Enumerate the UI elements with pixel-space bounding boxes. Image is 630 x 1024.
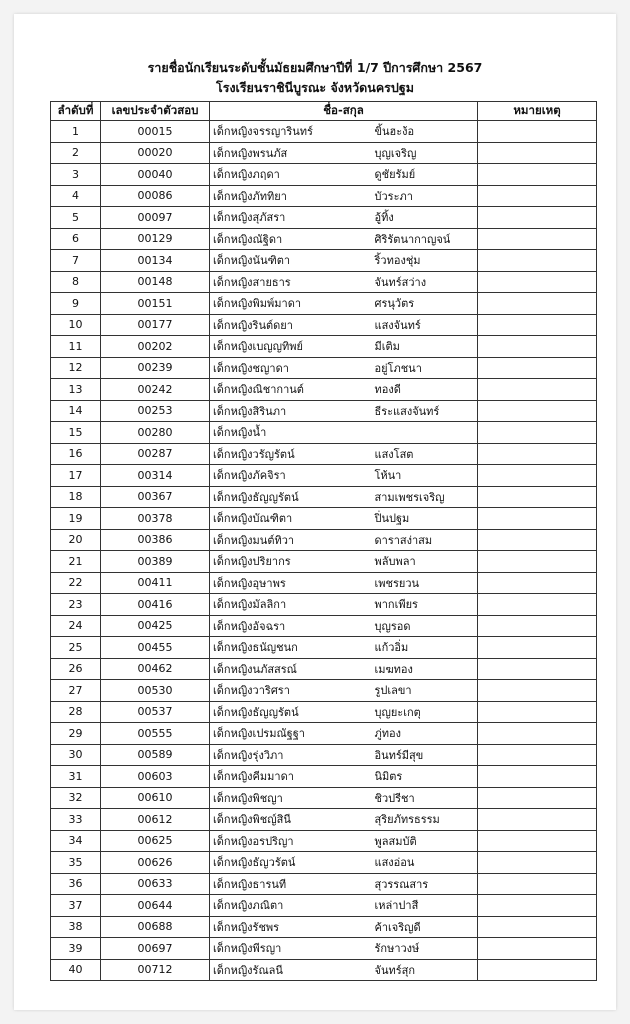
row-note [478, 142, 597, 164]
exam-id: 00314 [101, 465, 210, 487]
exam-id: 00280 [101, 422, 210, 444]
table-row [51, 443, 597, 465]
student-last-name: ทองดี [345, 379, 478, 401]
student-last-name: ชิวปรีชา [345, 787, 478, 809]
table-row [51, 938, 597, 960]
row-note [478, 293, 597, 315]
table-row [51, 809, 597, 831]
row-note [478, 959, 597, 981]
student-last-name: บุญยะเกตุ [345, 701, 478, 723]
student-first-name: เด็กหญิงบัณฑิตา [210, 508, 345, 530]
column-header-number: ลำดับที่ [51, 102, 101, 121]
row-note [478, 594, 597, 616]
table-row [51, 164, 597, 186]
row-note [478, 400, 597, 422]
student-first-name: เด็กหญิงวรัญรัตน์ [210, 443, 345, 465]
row-number: 9 [51, 293, 101, 315]
row-number: 12 [51, 357, 101, 379]
row-note [478, 873, 597, 895]
table-row [51, 959, 597, 981]
row-number: 31 [51, 766, 101, 788]
student-first-name: เด็กหญิงรัณลนี [210, 959, 345, 981]
student-first-name: เด็กหญิงสายธาร [210, 271, 345, 293]
row-number: 2 [51, 142, 101, 164]
row-note [478, 228, 597, 250]
table-row [51, 121, 597, 143]
row-number: 15 [51, 422, 101, 444]
row-note [478, 551, 597, 573]
student-last-name: อยู่โภชนา [345, 357, 478, 379]
row-note [478, 658, 597, 680]
table-row [51, 766, 597, 788]
student-first-name: เด็กหญิงภัททิยา [210, 185, 345, 207]
student-first-name: เด็กหญิงธัญญรัตน์ [210, 701, 345, 723]
row-number: 11 [51, 336, 101, 358]
row-number: 5 [51, 207, 101, 229]
row-note [478, 185, 597, 207]
student-last-name: อินทร์มีสุข [345, 744, 478, 766]
student-first-name: เด็กหญิงพิมพ์มาดา [210, 293, 345, 315]
table-row [51, 142, 597, 164]
exam-id: 00411 [101, 572, 210, 594]
row-number: 38 [51, 916, 101, 938]
exam-id: 00367 [101, 486, 210, 508]
table-row [51, 787, 597, 809]
table-row [51, 637, 597, 659]
row-note [478, 830, 597, 852]
table-row [51, 508, 597, 530]
student-first-name: เด็กหญิงวาริศรา [210, 680, 345, 702]
row-note [478, 744, 597, 766]
row-number: 22 [51, 572, 101, 594]
exam-id: 00134 [101, 250, 210, 272]
student-last-name: บัวระภา [345, 185, 478, 207]
exam-id: 00644 [101, 895, 210, 917]
row-note [478, 465, 597, 487]
row-note [478, 723, 597, 745]
table-row [51, 658, 597, 680]
student-last-name: รักษาวงษ์ [345, 938, 478, 960]
row-number: 24 [51, 615, 101, 637]
row-number: 16 [51, 443, 101, 465]
student-first-name: เด็กหญิงสุภัสรา [210, 207, 345, 229]
exam-id: 00287 [101, 443, 210, 465]
table-header-row [51, 102, 597, 121]
table-row [51, 379, 597, 401]
row-number: 18 [51, 486, 101, 508]
table-row [51, 336, 597, 358]
table-row [51, 422, 597, 444]
student-last-name: ปิ่นปฐม [345, 508, 478, 530]
exam-id: 00389 [101, 551, 210, 573]
student-last-name: แสงจันทร์ [345, 314, 478, 336]
row-number: 28 [51, 701, 101, 723]
student-first-name: เด็กหญิงรินต์ดยา [210, 314, 345, 336]
row-number: 35 [51, 852, 101, 874]
student-last-name: ดูชัยรัมย์ [345, 164, 478, 186]
exam-id: 00610 [101, 787, 210, 809]
row-note [478, 336, 597, 358]
row-note [478, 615, 597, 637]
row-number: 13 [51, 379, 101, 401]
table-row [51, 873, 597, 895]
row-number: 37 [51, 895, 101, 917]
student-last-name: อู้ทิ้ง [345, 207, 478, 229]
table-row [51, 400, 597, 422]
student-last-name [345, 422, 478, 444]
student-first-name: เด็กหญิงรุ่งวิภา [210, 744, 345, 766]
row-number: 36 [51, 873, 101, 895]
table-row [51, 293, 597, 315]
row-note [478, 508, 597, 530]
row-note [478, 207, 597, 229]
row-note [478, 766, 597, 788]
row-note [478, 314, 597, 336]
exam-id: 00425 [101, 615, 210, 637]
exam-id: 00416 [101, 594, 210, 616]
student-last-name: ศรนุวัตร [345, 293, 478, 315]
student-last-name: นิมิตร [345, 766, 478, 788]
student-first-name: เด็กหญิงภฤดา [210, 164, 345, 186]
student-first-name: เด็กหญิงมัลลิกา [210, 594, 345, 616]
exam-id: 00253 [101, 400, 210, 422]
exam-id: 00020 [101, 142, 210, 164]
row-note [478, 572, 597, 594]
row-note [478, 895, 597, 917]
student-last-name: ค้าเจริญดี [345, 916, 478, 938]
row-number: 14 [51, 400, 101, 422]
row-number: 32 [51, 787, 101, 809]
table-row [51, 551, 597, 573]
row-note [478, 379, 597, 401]
row-number: 23 [51, 594, 101, 616]
student-last-name: ริ้วทองชุ่ม [345, 250, 478, 272]
student-first-name: เด็กหญิงปริยากร [210, 551, 345, 573]
student-first-name: เด็กหญิงคีมมาดา [210, 766, 345, 788]
student-first-name: เด็กหญิงเบญญทิพย์ [210, 336, 345, 358]
exam-id: 00555 [101, 723, 210, 745]
table-row [51, 701, 597, 723]
row-number: 34 [51, 830, 101, 852]
student-last-name: จันทร์สว่าง [345, 271, 478, 293]
table-row [51, 529, 597, 551]
student-last-name: เมฆทอง [345, 658, 478, 680]
table-row [51, 185, 597, 207]
row-note [478, 938, 597, 960]
table-row [51, 723, 597, 745]
table-row [51, 572, 597, 594]
exam-id: 00455 [101, 637, 210, 659]
student-last-name: พลับพลา [345, 551, 478, 573]
exam-id: 00712 [101, 959, 210, 981]
table-row [51, 830, 597, 852]
student-last-name: ดาราสง่าสม [345, 529, 478, 551]
exam-id: 00626 [101, 852, 210, 874]
student-first-name: เด็กหญิงเปรมณัฐฐา [210, 723, 345, 745]
table-row [51, 357, 597, 379]
table-row [51, 916, 597, 938]
student-first-name: เด็กหญิงพีรญา [210, 938, 345, 960]
table-body [51, 121, 597, 981]
table-row [51, 250, 597, 272]
document-page [14, 14, 616, 1010]
exam-id: 00633 [101, 873, 210, 895]
row-number: 25 [51, 637, 101, 659]
row-number: 3 [51, 164, 101, 186]
row-note [478, 250, 597, 272]
student-last-name: ขิ้นฮะง้อ [345, 121, 478, 143]
row-number: 8 [51, 271, 101, 293]
student-last-name: พูลสมบัติ [345, 830, 478, 852]
student-last-name: ธีระแสงจันทร์ [345, 400, 478, 422]
student-last-name: รูปเลขา [345, 680, 478, 702]
exam-id: 00530 [101, 680, 210, 702]
exam-id: 00537 [101, 701, 210, 723]
exam-id: 00148 [101, 271, 210, 293]
student-first-name: เด็กหญิงภัคจิรา [210, 465, 345, 487]
student-first-name: เด็กหญิงอัจฉรา [210, 615, 345, 637]
student-last-name: ศิริรัตนากาญจน์ [345, 228, 478, 250]
row-note [478, 809, 597, 831]
row-number: 21 [51, 551, 101, 573]
table-row [51, 228, 597, 250]
student-first-name: เด็กหญิงพรนภัส [210, 142, 345, 164]
exam-id: 00242 [101, 379, 210, 401]
row-number: 27 [51, 680, 101, 702]
student-first-name: เด็กหญิงมนต์ทิวา [210, 529, 345, 551]
row-number: 33 [51, 809, 101, 831]
student-first-name: เด็กหญิงธารนที [210, 873, 345, 895]
table-row [51, 680, 597, 702]
student-first-name: เด็กหญิงสิรินภา [210, 400, 345, 422]
row-number: 30 [51, 744, 101, 766]
row-number: 10 [51, 314, 101, 336]
student-last-name: แสงอ่อน [345, 852, 478, 874]
student-first-name: เด็กหญิงธนัญชนก [210, 637, 345, 659]
row-number: 7 [51, 250, 101, 272]
student-first-name: เด็กหญิงน้ำ [210, 422, 345, 444]
student-list-table [50, 101, 597, 981]
student-last-name: เพชรยวน [345, 572, 478, 594]
table-row [51, 744, 597, 766]
row-number: 1 [51, 121, 101, 143]
student-last-name: จันทร์สุก [345, 959, 478, 981]
student-first-name: เด็กหญิงธัญญรัตน์ [210, 486, 345, 508]
row-note [478, 121, 597, 143]
row-note [478, 637, 597, 659]
student-last-name: สุริยภัทรธรรม [345, 809, 478, 831]
student-first-name: เด็กหญิงภณิตา [210, 895, 345, 917]
exam-id: 00040 [101, 164, 210, 186]
student-last-name: แสงโสต [345, 443, 478, 465]
table-row [51, 314, 597, 336]
row-note [478, 852, 597, 874]
exam-id: 00177 [101, 314, 210, 336]
exam-id: 00086 [101, 185, 210, 207]
table-row [51, 615, 597, 637]
exam-id: 00151 [101, 293, 210, 315]
row-note [478, 529, 597, 551]
student-last-name: บุญเจริญ [345, 142, 478, 164]
exam-id: 00688 [101, 916, 210, 938]
row-note [478, 164, 597, 186]
exam-id: 00202 [101, 336, 210, 358]
row-number: 26 [51, 658, 101, 680]
exam-id: 00015 [101, 121, 210, 143]
student-first-name: เด็กหญิงนภัสสรณ์ [210, 658, 345, 680]
student-last-name: พากเพียร [345, 594, 478, 616]
student-last-name: สามเพชรเจริญ [345, 486, 478, 508]
row-note [478, 680, 597, 702]
school-name: โรงเรียนราชินีบูรณะ จังหวัดนครปฐม [216, 80, 414, 95]
student-first-name: เด็กหญิงพิชญา [210, 787, 345, 809]
exam-id: 00697 [101, 938, 210, 960]
student-last-name: ภู่ทอง [345, 723, 478, 745]
student-first-name: เด็กหญิงรัชพร [210, 916, 345, 938]
student-first-name: เด็กหญิงนันฑิตา [210, 250, 345, 272]
row-note [478, 357, 597, 379]
row-number: 19 [51, 508, 101, 530]
exam-id: 00462 [101, 658, 210, 680]
row-number: 6 [51, 228, 101, 250]
table-row [51, 895, 597, 917]
student-first-name: เด็กหญิงพิชญ์สินี [210, 809, 345, 831]
row-note [478, 787, 597, 809]
table-row [51, 486, 597, 508]
row-number: 17 [51, 465, 101, 487]
student-last-name: เหล่าปาสี [345, 895, 478, 917]
column-header-name: ชื่อ-สกุล [210, 102, 478, 121]
exam-id: 00097 [101, 207, 210, 229]
row-note [478, 443, 597, 465]
exam-id: 00129 [101, 228, 210, 250]
student-last-name: แก้วอิ่ม [345, 637, 478, 659]
exam-id: 00589 [101, 744, 210, 766]
column-header-note: หมายเหตุ [478, 102, 597, 121]
document-title: รายชื่อนักเรียนระดับชั้นมัธยมศึกษาปีที่ 1/7 ปีการศึกษา 2567 [147, 60, 483, 75]
student-last-name: สุวรรณสาร [345, 873, 478, 895]
student-last-name: บุญรอด [345, 615, 478, 637]
column-header-exam-id: เลขประจำตัวสอบ [101, 102, 210, 121]
table-row [51, 594, 597, 616]
exam-id: 00612 [101, 809, 210, 831]
row-number: 40 [51, 959, 101, 981]
table-row [51, 852, 597, 874]
student-first-name: เด็กหญิงอุษาพร [210, 572, 345, 594]
student-first-name: เด็กหญิงณัฐิดา [210, 228, 345, 250]
row-number: 4 [51, 185, 101, 207]
student-first-name: เด็กหญิงชญาดา [210, 357, 345, 379]
exam-id: 00625 [101, 830, 210, 852]
table-row [51, 207, 597, 229]
student-last-name: โห้นา [345, 465, 478, 487]
row-note [478, 486, 597, 508]
exam-id: 00239 [101, 357, 210, 379]
exam-id: 00386 [101, 529, 210, 551]
row-number: 39 [51, 938, 101, 960]
table-row [51, 465, 597, 487]
student-first-name: เด็กหญิงณิชากานต์ [210, 379, 345, 401]
student-first-name: เด็กหญิงธัญวรัตน์ [210, 852, 345, 874]
row-number: 20 [51, 529, 101, 551]
student-last-name: มีเติม [345, 336, 478, 358]
row-note [478, 422, 597, 444]
exam-id: 00378 [101, 508, 210, 530]
exam-id: 00603 [101, 766, 210, 788]
student-first-name: เด็กหญิงจรรญารินทร์ [210, 121, 345, 143]
row-number: 29 [51, 723, 101, 745]
row-note [478, 916, 597, 938]
student-first-name: เด็กหญิงอรปริญา [210, 830, 345, 852]
table-row [51, 271, 597, 293]
row-note [478, 271, 597, 293]
row-note [478, 701, 597, 723]
